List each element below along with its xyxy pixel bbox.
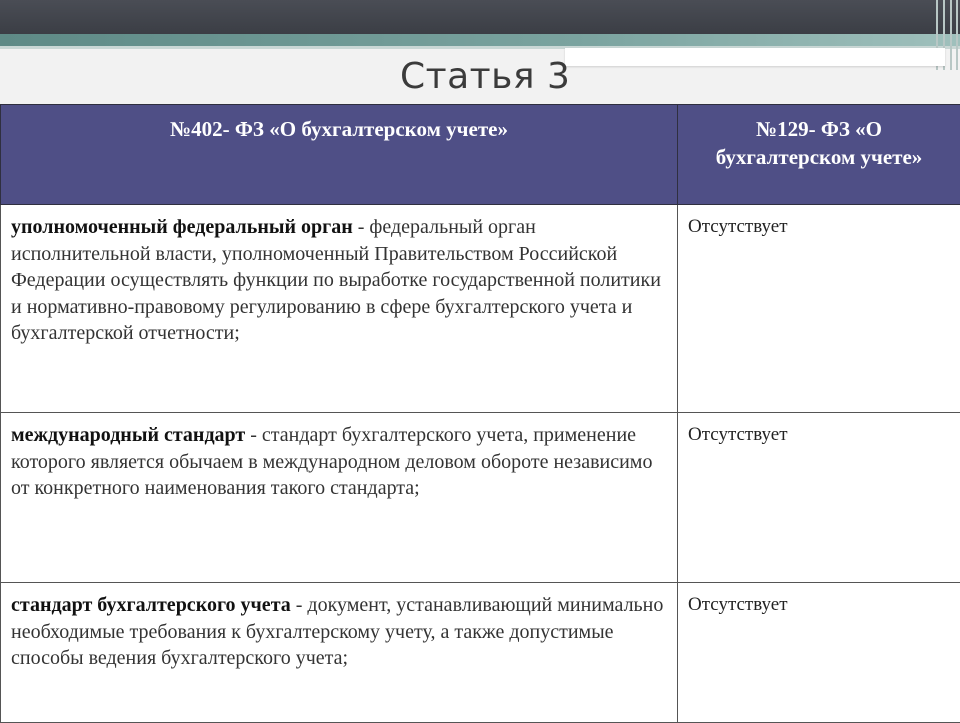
law129-cell: Отсутствует (678, 413, 960, 583)
top-decor-band (0, 0, 960, 34)
term-definition: - документ, устанавливающий минимально необходимые требования к бухгалтерскому учету, а также допустимые способы ведения бухгалтерского учета; (11, 594, 663, 669)
law129-cell: Отсутствует (678, 583, 960, 723)
table-header-row (1, 105, 960, 205)
definition-cell (1, 583, 678, 723)
column-header-law402: №402- ФЗ «О бухгалтерском учете» (1, 105, 678, 205)
term-name: международный стандарт (11, 424, 245, 446)
definition-cell (1, 205, 678, 413)
table-row (1, 205, 960, 413)
comparison-table (0, 104, 960, 723)
definition-cell (1, 413, 678, 583)
term-name: уполномоченный федеральный орган (11, 216, 353, 238)
accent-line (0, 34, 960, 46)
term-definition: - федеральный орган исполнительной власти, уполномоченный Правительством Российской Федерации осуществлять функции по выработке государственной политики и нормативно-правовому регулированию в сфере бухгалтерского учета и бухгалтерской отчетности; (11, 216, 661, 344)
title-decor-strip (565, 48, 945, 66)
slide-title: Статья 3 (400, 56, 570, 97)
table-row (1, 413, 960, 583)
law129-cell: Отсутствует (678, 205, 960, 413)
column-header-law129: №129- ФЗ «О бухгалтерском учете» (678, 105, 960, 205)
table-row (1, 583, 960, 723)
term-definition: - стандарт бухгалтерского учета, применение которого является обычаем в международном деловом обороте независимо от конкретного наименования такого стандарта; (11, 424, 652, 499)
term-name: стандарт бухгалтерского учета (11, 594, 291, 616)
